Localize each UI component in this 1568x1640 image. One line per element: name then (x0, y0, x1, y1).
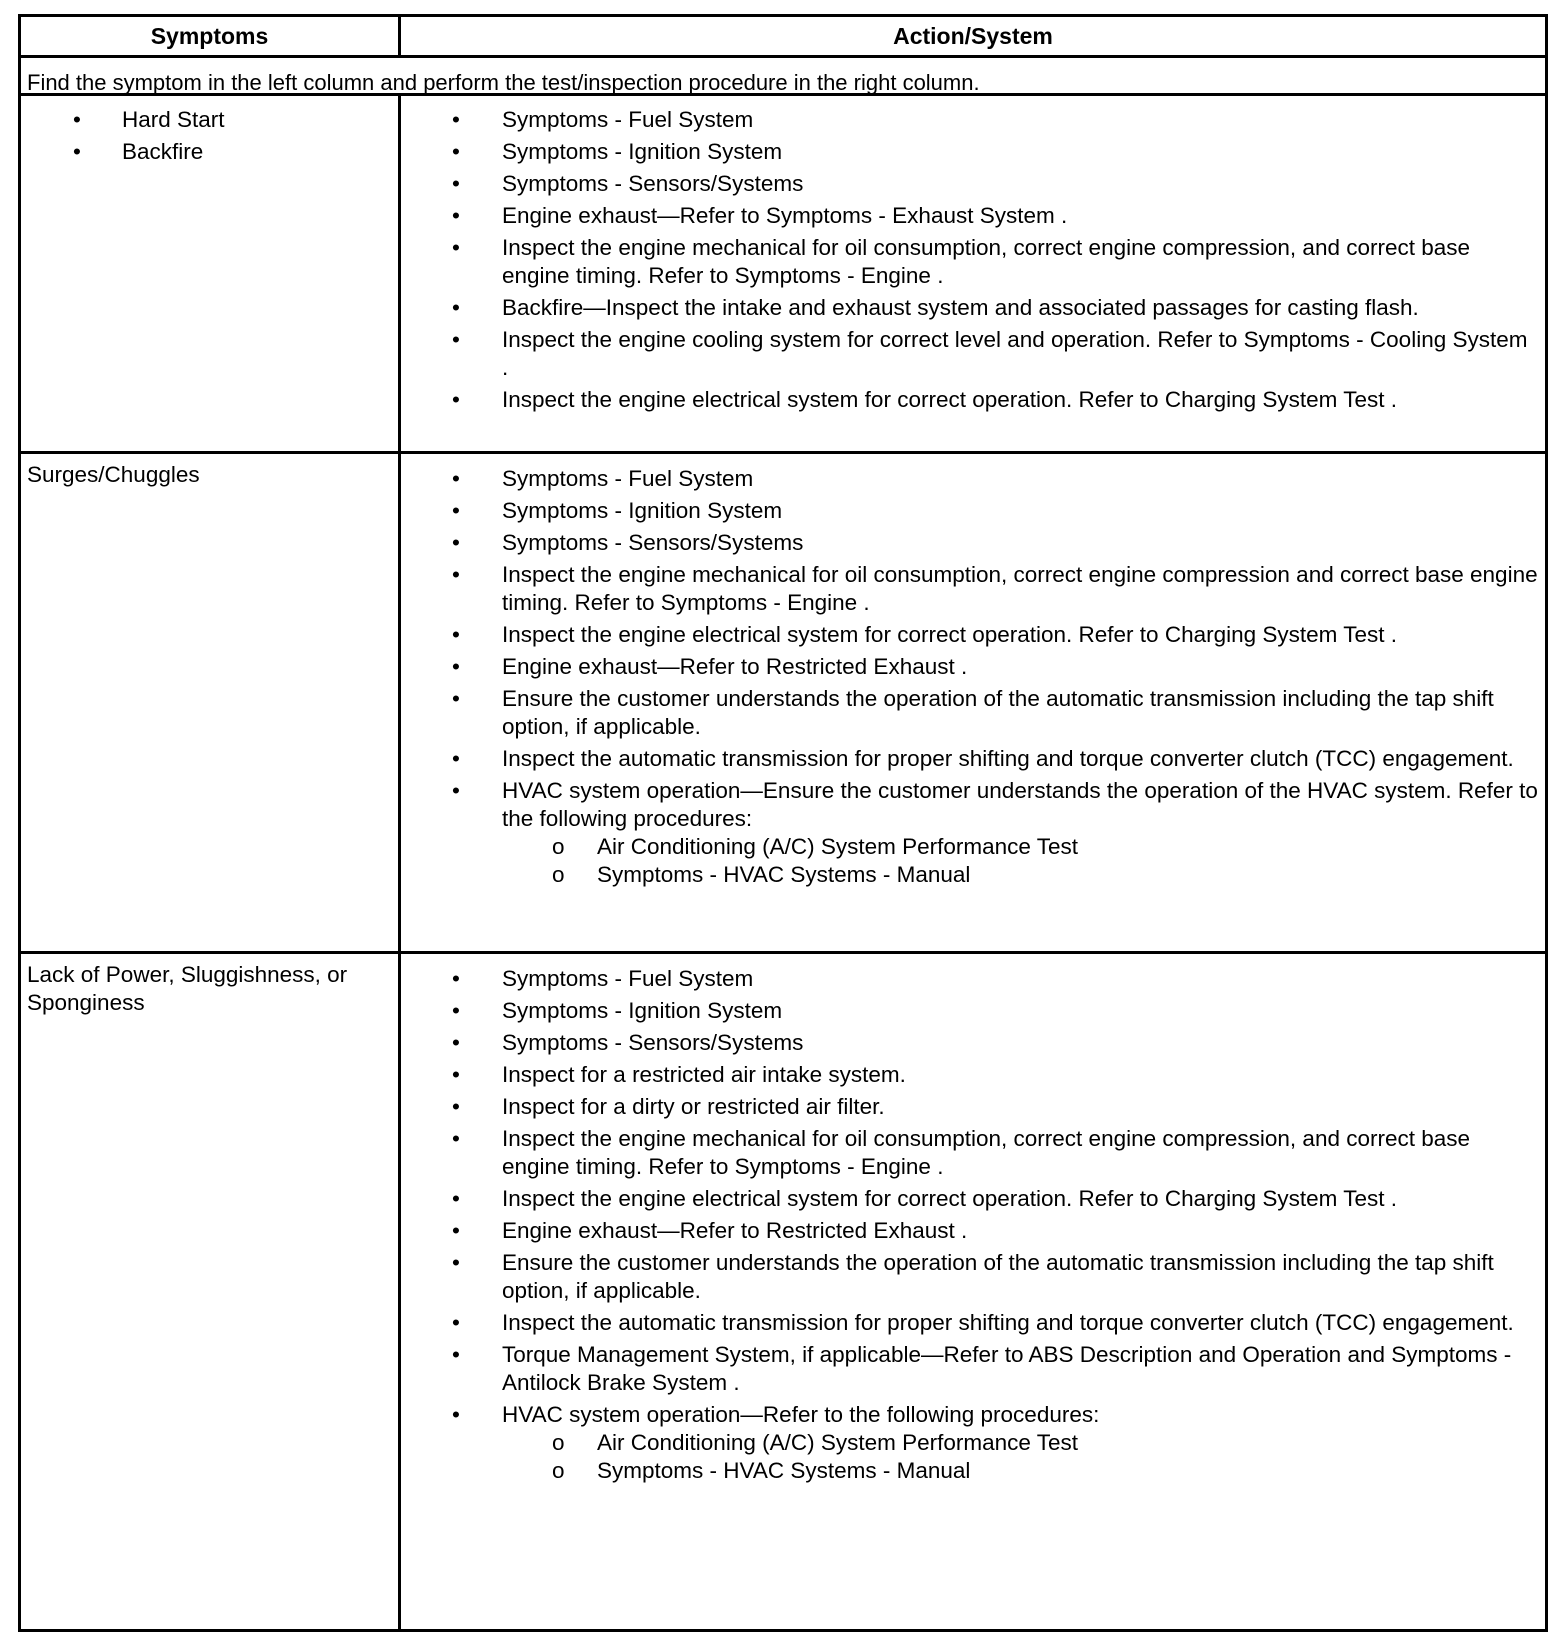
row-divider (21, 951, 1545, 954)
bullet-icon: • (452, 562, 460, 587)
bullet-icon: • (452, 139, 460, 164)
symptom-cell (21, 106, 398, 170)
bullet-icon: • (452, 1250, 460, 1275)
instruction-note: Find the symptom in the left column and perform the test/inspection procedure in the right column. (27, 70, 980, 95)
symptom-item (21, 138, 398, 170)
bullet-icon: • (452, 203, 460, 228)
action-item (401, 1093, 1545, 1121)
action-text: Ensure the customer understands the operation of the automatic transmission including the tap shift option, if applicable. (502, 686, 1494, 739)
action-item (401, 1125, 1545, 1181)
action-text: Symptoms - Sensors/Systems (502, 530, 804, 555)
action-text: Inspect for a dirty or restricted air filter. (502, 1094, 885, 1119)
row-divider (21, 55, 1545, 58)
symptom-cell: Lack of Power, Sluggishness, or Sponginess (27, 962, 348, 1015)
action-cell (401, 465, 1545, 893)
action-item (401, 965, 1545, 993)
bullet-icon: • (452, 1030, 460, 1055)
action-item (401, 561, 1545, 617)
action-cell (401, 106, 1545, 418)
procedure-sublist (502, 1429, 1539, 1485)
action-text: Engine exhaust—Refer to Restricted Exhaust . (502, 1218, 968, 1243)
bullet-icon: • (452, 171, 460, 196)
bullet-icon: • (452, 387, 460, 412)
bullet-icon: • (452, 998, 460, 1023)
bullet-icon: • (73, 139, 81, 164)
bullet-icon: • (452, 1062, 460, 1087)
row-divider (21, 451, 1545, 454)
action-item (401, 1401, 1545, 1485)
bullet-icon: • (452, 1186, 460, 1211)
action-text: Symptoms - Fuel System (502, 107, 754, 132)
action-item (401, 1341, 1545, 1397)
procedure-item (502, 833, 1539, 861)
action-text: Inspect the automatic transmission for proper shifting and torque converter clutch (TCC) engagement. (502, 1310, 1514, 1335)
action-text: Symptoms - Sensors/Systems (502, 171, 804, 196)
action-text: Inspect for a restricted air intake system. (502, 1062, 906, 1087)
bullet-icon: • (452, 498, 460, 523)
procedure-text: Air Conditioning (A/C) System Performance Test (597, 834, 1079, 859)
action-text: Ensure the customer understands the operation of the automatic transmission including the tap shift option, if applicable. (502, 1250, 1494, 1303)
bullet-icon: • (452, 235, 460, 260)
bullet-icon: • (452, 1218, 460, 1243)
action-text: Inspect the automatic transmission for proper shifting and torque converter clutch (TCC) engagement. (502, 746, 1514, 771)
bullet-icon: • (452, 1094, 460, 1119)
action-item (401, 529, 1545, 557)
bullet-icon: • (452, 1126, 460, 1151)
bullet-icon: • (452, 746, 460, 771)
symptom-text: Backfire (122, 139, 204, 164)
action-item (401, 294, 1545, 322)
procedure-item (502, 1429, 1539, 1457)
bullet-icon: • (452, 530, 460, 555)
action-text: Inspect the engine electrical system for correct operation. Refer to Charging System Test . (502, 1186, 1398, 1211)
action-item (401, 745, 1545, 773)
action-text: Inspect the engine mechanical for oil consumption, correct engine compression, and correct base engine timing. Refer to Symptoms - Engine . (502, 235, 1471, 288)
symptom-text: Hard Start (122, 107, 225, 132)
bullet-icon: • (452, 1310, 460, 1335)
bullet-icon: • (452, 1342, 460, 1367)
action-list (401, 465, 1545, 889)
procedure-sublist (502, 833, 1539, 889)
action-text: Inspect the engine electrical system for correct operation. Refer to Charging System Test . (502, 622, 1398, 647)
symptom-list (21, 106, 398, 170)
action-item (401, 1309, 1545, 1337)
action-item (401, 621, 1545, 649)
action-item (401, 234, 1545, 290)
bullet-icon: • (452, 654, 460, 679)
bullet-icon: • (452, 107, 460, 132)
circle-bullet-icon: o (552, 1430, 565, 1455)
bullet-icon: • (452, 466, 460, 491)
action-item (401, 1185, 1545, 1213)
action-text: Inspect the engine electrical system for correct operation. Refer to Charging System Test . (502, 387, 1398, 412)
action-list (401, 965, 1545, 1485)
bullet-icon: • (452, 295, 460, 320)
action-item (401, 170, 1545, 198)
action-text: Inspect the engine mechanical for oil consumption, correct engine compression, and correct base engine timing. Refer to Symptoms - Engine . (502, 1126, 1471, 1179)
procedure-text: Symptoms - HVAC Systems - Manual (597, 1458, 971, 1483)
bullet-icon: • (73, 107, 81, 132)
bullet-icon: • (452, 686, 460, 711)
action-text: HVAC system operation—Refer to the following procedures: (502, 1402, 1100, 1427)
action-list (401, 106, 1545, 414)
action-text: Backfire—Inspect the intake and exhaust system and associated passages for casting flash. (502, 295, 1419, 320)
bullet-icon: • (452, 966, 460, 991)
action-item (401, 1061, 1545, 1089)
action-item (401, 1249, 1545, 1305)
action-text: Engine exhaust—Refer to Restricted Exhaust . (502, 654, 968, 679)
procedure-text: Air Conditioning (A/C) System Performance Test (597, 1430, 1079, 1455)
action-cell (401, 965, 1545, 1489)
symptom-item (21, 106, 398, 138)
procedure-item (502, 861, 1539, 889)
action-item (401, 465, 1545, 493)
action-text: HVAC system operation—Ensure the customer understands the operation of the HVAC system. Refer to the following procedures: (502, 778, 1538, 831)
action-item (401, 138, 1545, 166)
circle-bullet-icon: o (552, 834, 565, 859)
action-item (401, 777, 1545, 889)
action-text: Symptoms - Fuel System (502, 466, 754, 491)
action-item (401, 653, 1545, 681)
bullet-icon: • (452, 327, 460, 352)
action-item (401, 202, 1545, 230)
action-text: Symptoms - Sensors/Systems (502, 1030, 804, 1055)
symptom-cell: Surges/Chuggles (27, 462, 200, 487)
circle-bullet-icon: o (552, 1458, 565, 1483)
header-symptoms: Symptoms (150, 23, 269, 49)
action-text: Inspect the engine cooling system for correct level and operation. Refer to Symptoms - Cooling System . (502, 327, 1528, 380)
action-text: Symptoms - Fuel System (502, 966, 754, 991)
action-item (401, 997, 1545, 1025)
procedure-text: Symptoms - HVAC Systems - Manual (597, 862, 971, 887)
bullet-icon: • (452, 622, 460, 647)
procedure-item (502, 1457, 1539, 1485)
action-text: Inspect the engine mechanical for oil consumption, correct engine compression and correct base engine timing. Refer to Symptoms - Engine . (502, 562, 1538, 615)
symptom-table (18, 14, 1548, 1632)
action-text: Symptoms - Ignition System (502, 998, 783, 1023)
bullet-icon: • (452, 778, 460, 803)
action-item (401, 1029, 1545, 1057)
action-item (401, 326, 1545, 382)
action-text: Torque Management System, if applicable—Refer to ABS Description and Operation and Symptoms - Antilock Brake System . (502, 1342, 1512, 1395)
circle-bullet-icon: o (552, 862, 565, 887)
action-text: Engine exhaust—Refer to Symptoms - Exhaust System . (502, 203, 1068, 228)
action-item (401, 106, 1545, 134)
header-action-system: Action/System (893, 23, 1053, 49)
action-item (401, 1217, 1545, 1245)
action-item (401, 497, 1545, 525)
action-text: Symptoms - Ignition System (502, 498, 783, 523)
action-item (401, 386, 1545, 414)
action-text: Symptoms - Ignition System (502, 139, 783, 164)
bullet-icon: • (452, 1402, 460, 1427)
action-item (401, 685, 1545, 741)
